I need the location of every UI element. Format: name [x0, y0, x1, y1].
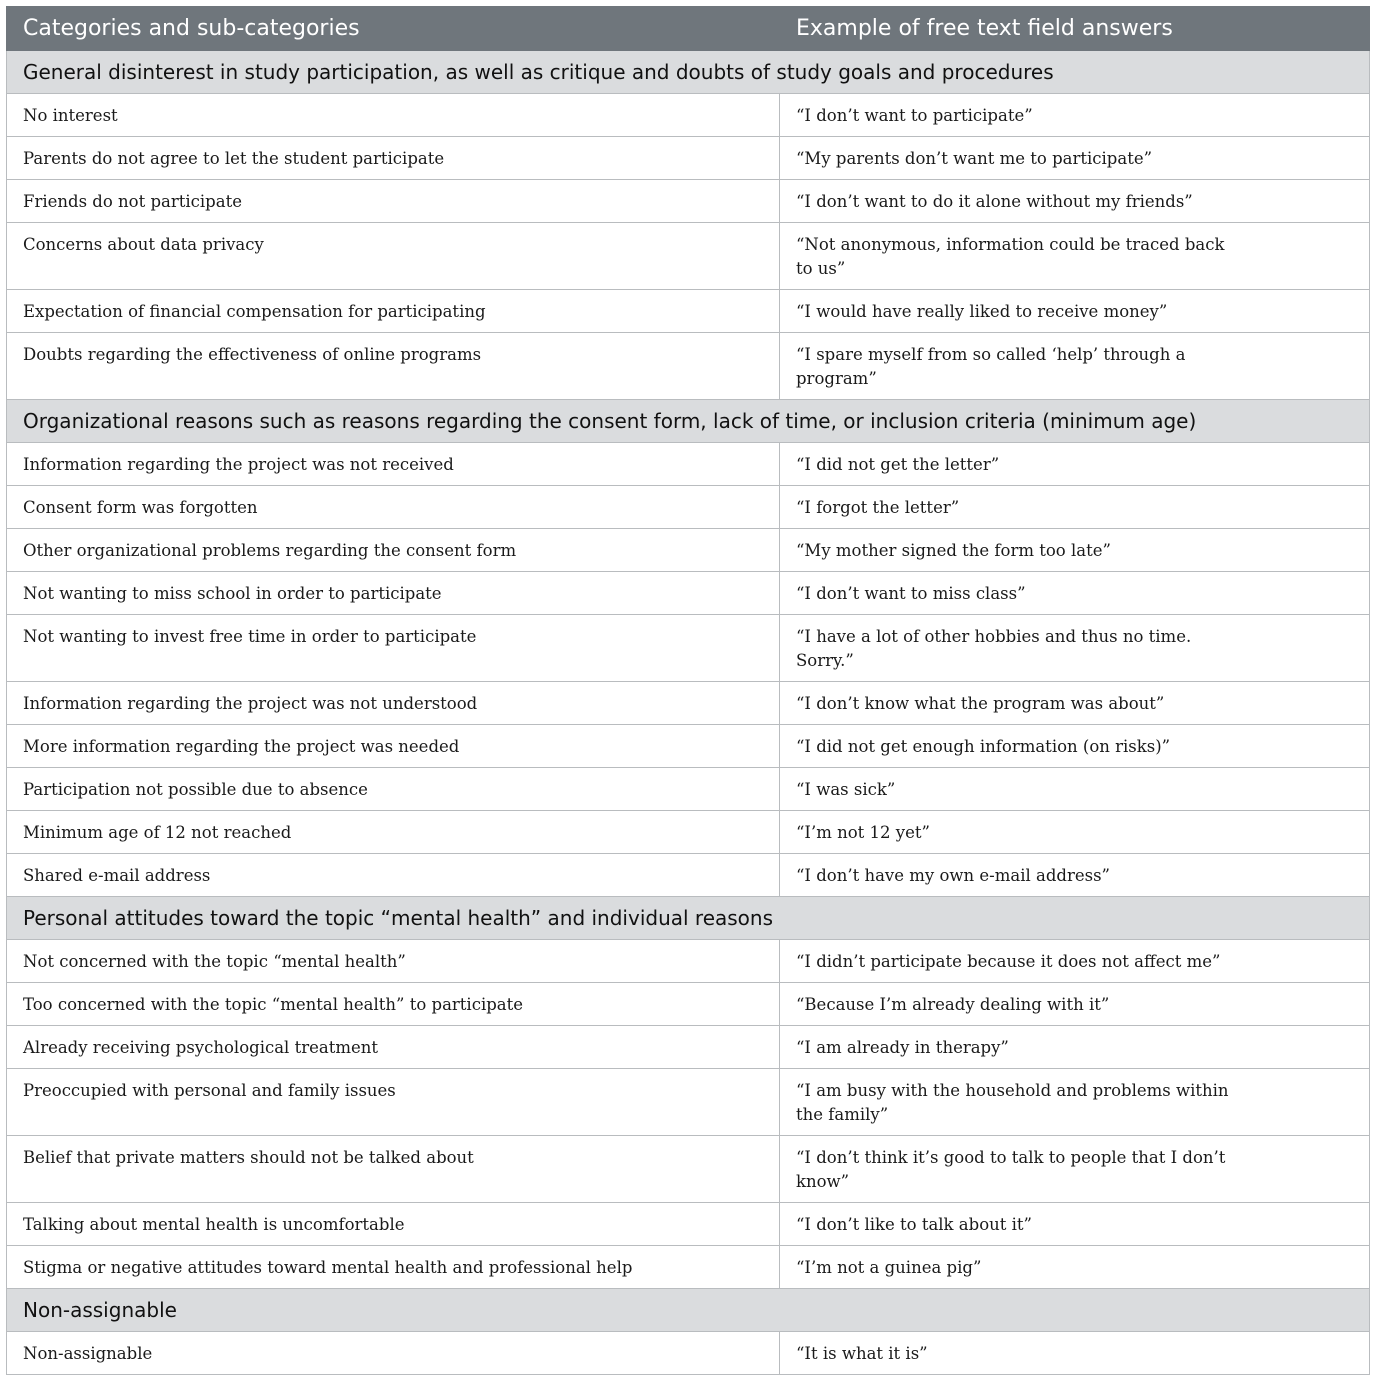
category-title: General disinterest in study participation, as well as critique and doubts of study goals and procedures — [7, 51, 1370, 94]
table-row — [7, 223, 1370, 290]
table-container — [6, 6, 1369, 1375]
subcategory-cell: Preoccupied with personal and family issues — [7, 1069, 780, 1136]
subcategory-cell: Parents do not agree to let the student participate — [7, 137, 780, 180]
example-answer-cell: “I don’t have my own e-mail address” — [780, 854, 1370, 897]
subcategory-cell: More information regarding the project was needed — [7, 725, 780, 768]
example-answer-cell: “I don’t think it’s good to talk to people that I don’t know” — [780, 1136, 1370, 1203]
example-answer-cell: “My mother signed the form too late” — [780, 529, 1370, 572]
table-row — [7, 682, 1370, 725]
example-answer-cell: “I spare myself from so called ‘help’ through a program” — [780, 333, 1370, 400]
category-row — [7, 51, 1370, 94]
example-answer-cell: “I forgot the letter” — [780, 486, 1370, 529]
example-answer-cell: “It is what it is” — [780, 1332, 1370, 1375]
subcategory-cell: Information regarding the project was not received — [7, 443, 780, 486]
category-title: Organizational reasons such as reasons regarding the consent form, lack of time, or inclusion criteria (minimum age) — [7, 400, 1370, 443]
example-answer-cell: “I’m not 12 yet” — [780, 811, 1370, 854]
table-body — [7, 51, 1370, 1375]
subcategory-cell: Shared e-mail address — [7, 854, 780, 897]
table-row — [7, 725, 1370, 768]
example-answer-cell: “I don’t want to do it alone without my friends” — [780, 180, 1370, 223]
column-header-categories: Categories and sub-categories — [7, 7, 780, 51]
example-answer-cell: “I am already in therapy” — [780, 1026, 1370, 1069]
category-row — [7, 897, 1370, 940]
column-header-examples: Example of free text field answers — [780, 7, 1370, 51]
subcategory-cell: Already receiving psychological treatment — [7, 1026, 780, 1069]
example-answer-cell: “I don’t know what the program was about” — [780, 682, 1370, 725]
table-row — [7, 94, 1370, 137]
subcategory-cell: Information regarding the project was not understood — [7, 682, 780, 725]
table-row — [7, 572, 1370, 615]
example-answer-cell: “I did not get enough information (on risks)” — [780, 725, 1370, 768]
example-answer-cell: “I don’t like to talk about it” — [780, 1203, 1370, 1246]
subcategory-cell: Not wanting to invest free time in order to participate — [7, 615, 780, 682]
category-row — [7, 1289, 1370, 1332]
example-answer-cell: “I would have really liked to receive money” — [780, 290, 1370, 333]
table-row — [7, 290, 1370, 333]
example-answer-cell: “I’m not a guinea pig” — [780, 1246, 1370, 1289]
header-row — [7, 7, 1370, 51]
category-title: Non-assignable — [7, 1289, 1370, 1332]
example-answer-cell: “I didn’t participate because it does not affect me” — [780, 940, 1370, 983]
table-row — [7, 1332, 1370, 1375]
table-row — [7, 854, 1370, 897]
table-row — [7, 486, 1370, 529]
subcategory-cell: Belief that private matters should not be talked about — [7, 1136, 780, 1203]
table-row — [7, 940, 1370, 983]
example-answer-cell: “Not anonymous, information could be traced back to us” — [780, 223, 1370, 290]
table-row — [7, 615, 1370, 682]
reasons-table — [6, 6, 1370, 1375]
table-row — [7, 1026, 1370, 1069]
subcategory-cell: Not wanting to miss school in order to participate — [7, 572, 780, 615]
subcategory-cell: Too concerned with the topic “mental health” to participate — [7, 983, 780, 1026]
table-row — [7, 333, 1370, 400]
subcategory-cell: Stigma or negative attitudes toward mental health and professional help — [7, 1246, 780, 1289]
table-row — [7, 180, 1370, 223]
example-answer-cell: “I did not get the letter” — [780, 443, 1370, 486]
table-row — [7, 1203, 1370, 1246]
subcategory-cell: Talking about mental health is uncomfortable — [7, 1203, 780, 1246]
subcategory-cell: Doubts regarding the effectiveness of online programs — [7, 333, 780, 400]
example-answer-cell: “I don’t want to participate” — [780, 94, 1370, 137]
table-row — [7, 768, 1370, 811]
table-row — [7, 443, 1370, 486]
table-row — [7, 983, 1370, 1026]
example-answer-cell: “Because I’m already dealing with it” — [780, 983, 1370, 1026]
subcategory-cell: Participation not possible due to absence — [7, 768, 780, 811]
table-row — [7, 529, 1370, 572]
subcategory-cell: Concerns about data privacy — [7, 223, 780, 290]
example-answer-cell: “I don’t want to miss class” — [780, 572, 1370, 615]
subcategory-cell: Non-assignable — [7, 1332, 780, 1375]
subcategory-cell: Not concerned with the topic “mental health” — [7, 940, 780, 983]
subcategory-cell: Friends do not participate — [7, 180, 780, 223]
subcategory-cell: Other organizational problems regarding the consent form — [7, 529, 780, 572]
example-answer-cell: “I am busy with the household and problems within the family” — [780, 1069, 1370, 1136]
subcategory-cell: Consent form was forgotten — [7, 486, 780, 529]
subcategory-cell: Expectation of financial compensation for participating — [7, 290, 780, 333]
table-row — [7, 1136, 1370, 1203]
subcategory-cell: No interest — [7, 94, 780, 137]
table-row — [7, 137, 1370, 180]
example-answer-cell: “I was sick” — [780, 768, 1370, 811]
table-row — [7, 811, 1370, 854]
category-row — [7, 400, 1370, 443]
example-answer-cell: “My parents don’t want me to participate” — [780, 137, 1370, 180]
table-row — [7, 1069, 1370, 1136]
table-row — [7, 1246, 1370, 1289]
example-answer-cell: “I have a lot of other hobbies and thus no time. Sorry.” — [780, 615, 1370, 682]
category-title: Personal attitudes toward the topic “mental health” and individual reasons — [7, 897, 1370, 940]
subcategory-cell: Minimum age of 12 not reached — [7, 811, 780, 854]
